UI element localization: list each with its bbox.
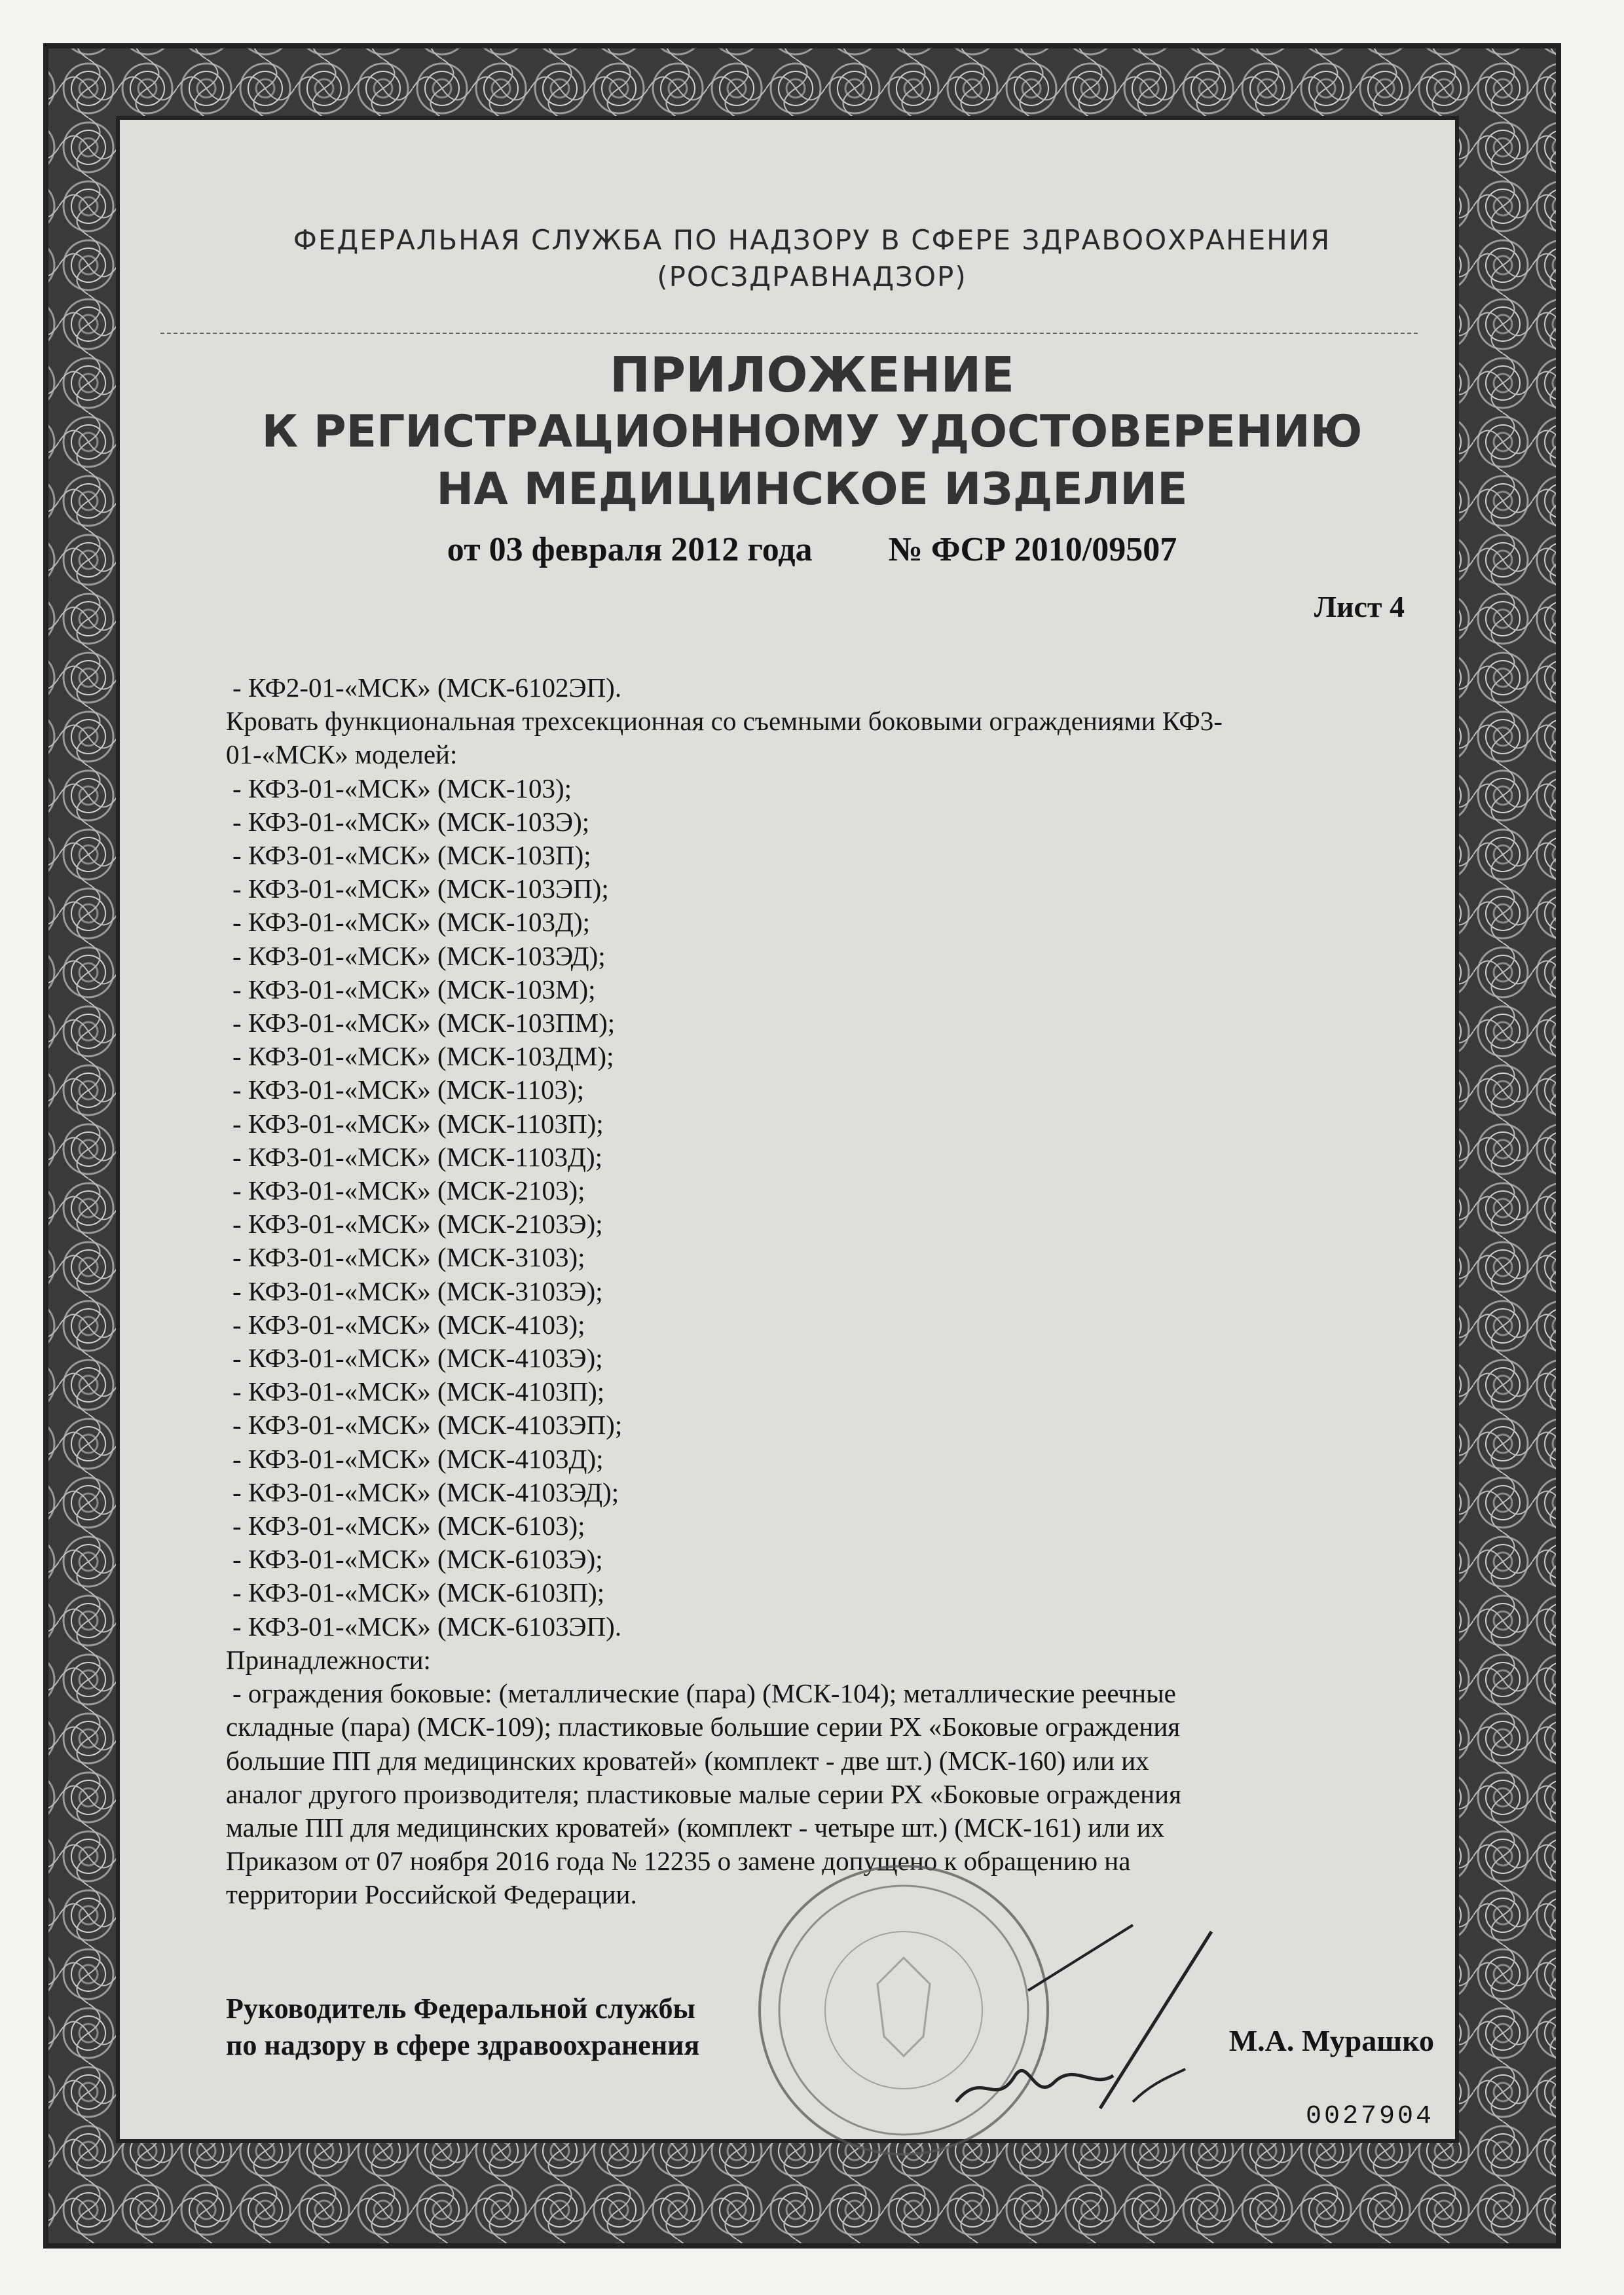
body-line: - КФ3-01-«МСК» (МСК-1103Д);	[232, 1141, 602, 1172]
agency-abbreviation: (РОСЗДРАВНАДЗОР)	[657, 261, 967, 293]
body-line: - КФ3-01-«МСК» (МСК-4103Д);	[232, 1443, 604, 1474]
signatory-name: М.А. Мурашко	[1228, 2024, 1434, 2057]
document-body	[226, 671, 1405, 1912]
body-line: - КФ3-01-«МСК» (МСК-103Э);	[232, 806, 590, 837]
body-line: - КФ2-01-«МСК» (МСК-6102ЭП).	[232, 672, 622, 703]
body-line: - КФ3-01-«МСК» (МСК-3103Э);	[232, 1276, 603, 1306]
body-line: - КФ3-01-«МСК» (МСК-6103);	[232, 1511, 585, 1541]
body-line: - КФ3-01-«МСК» (МСК-6103Э);	[232, 1544, 603, 1575]
agency-name: ФЕДЕРАЛЬНАЯ СЛУЖБА ПО НАДЗОРУ В СФЕРЕ ЗДРАВООХРАНЕНИЯ	[293, 224, 1331, 256]
body-line: - КФ3-01-«МСК» (МСК-6103П);	[232, 1577, 605, 1608]
signatory-position	[226, 1991, 699, 2064]
registration-number: № ФСР 2010/09507	[888, 531, 1177, 568]
body-line: большие ПП для медицинских кроватей» (комплект - две шт.) (МСК-160) или их	[226, 1745, 1149, 1776]
signatory-position-line1: Руководитель Федеральной службы	[226, 1992, 695, 2025]
body-line: - КФ3-01-«МСК» (МСК-103ДМ);	[232, 1041, 614, 1072]
signatory-position-line2: по надзору в сфере здравоохранения	[226, 2029, 700, 2061]
body-line: - КФ3-01-«МСК» (МСК-4103Э);	[232, 1343, 603, 1374]
body-line: малые ПП для медицинских кроватей» (комплект - четыре шт.) (МСК-161) или их	[226, 1812, 1165, 1843]
body-line: - КФ3-01-«МСК» (МСК-4103ЭД);	[232, 1477, 619, 1507]
serial-number: 0027904	[1305, 2102, 1434, 2131]
body-line: - КФ3-01-«МСК» (МСК-103М);	[232, 974, 596, 1004]
document-subtitle-line1: К РЕГИСТРАЦИОННОМУ УДОСТОВЕРЕНИЮ	[261, 406, 1363, 458]
document-title: ПРИЛОЖЕНИЕ	[609, 347, 1014, 403]
divider	[160, 333, 1418, 334]
body-line: - КФ3-01-«МСК» (МСК-103);	[232, 773, 572, 803]
document-subtitle-line2: НА МЕДИЦИНСКОЕ ИЗДЕЛИЕ	[436, 464, 1188, 515]
body-line: - КФ3-01-«МСК» (МСК-4103);	[232, 1309, 585, 1340]
body-line: - КФ3-01-«МСК» (МСК-1103);	[232, 1074, 585, 1105]
sheet-number: Лист 4	[1314, 590, 1405, 623]
registration-dateline	[0, 530, 1624, 569]
body-line: Приказом от 07 ноября 2016 года № 12235 о замене допущено к обращению на	[226, 1846, 1131, 1877]
body-line: - КФ3-01-«МСК» (МСК-3103);	[232, 1242, 585, 1273]
body-line: - КФ3-01-«МСК» (МСК-103ЭП);	[232, 873, 609, 904]
body-line: - КФ3-01-«МСК» (МСК-6103ЭП).	[232, 1611, 622, 1642]
body-line: Кровать функциональная трехсекционная со съемными боковыми ограждениями КФ3-	[226, 706, 1223, 737]
body-line: - ограждения боковые: (металлические (пара) (МСК-104); металлические реечные	[232, 1678, 1176, 1709]
body-line: - КФ3-01-«МСК» (МСК-4103ЭП);	[232, 1410, 623, 1441]
body-line: - КФ3-01-«МСК» (МСК-2103);	[232, 1175, 585, 1206]
body-line: - КФ3-01-«МСК» (МСК-103П);	[232, 840, 591, 871]
body-line: 01-«МСК» моделей:	[226, 739, 458, 770]
body-line: аналог другого производителя; пластиковые малые серии РХ «Боковые ограждения	[226, 1778, 1181, 1809]
handwritten-signature	[936, 1912, 1277, 2128]
body-line: - КФ3-01-«МСК» (МСК-103Д);	[232, 907, 591, 938]
registration-date: от 03 февраля 2012 года	[447, 531, 813, 568]
body-line: - КФ3-01-«МСК» (МСК-4103П);	[232, 1376, 605, 1407]
body-line: территории Российской Федерации.	[226, 1879, 637, 1910]
body-line: - КФ3-01-«МСК» (МСК-103ЭД);	[232, 940, 606, 971]
body-line: - КФ3-01-«МСК» (МСК-1103П);	[232, 1108, 604, 1139]
body-line: - КФ3-01-«МСК» (МСК-2103Э);	[232, 1209, 603, 1239]
body-line: складные (пара) (МСК-109); пластиковые большие серии РХ «Боковые ограждения	[226, 1712, 1181, 1742]
body-line: - КФ3-01-«МСК» (МСК-103ПМ);	[232, 1008, 616, 1038]
body-line: Принадлежности:	[226, 1644, 431, 1675]
